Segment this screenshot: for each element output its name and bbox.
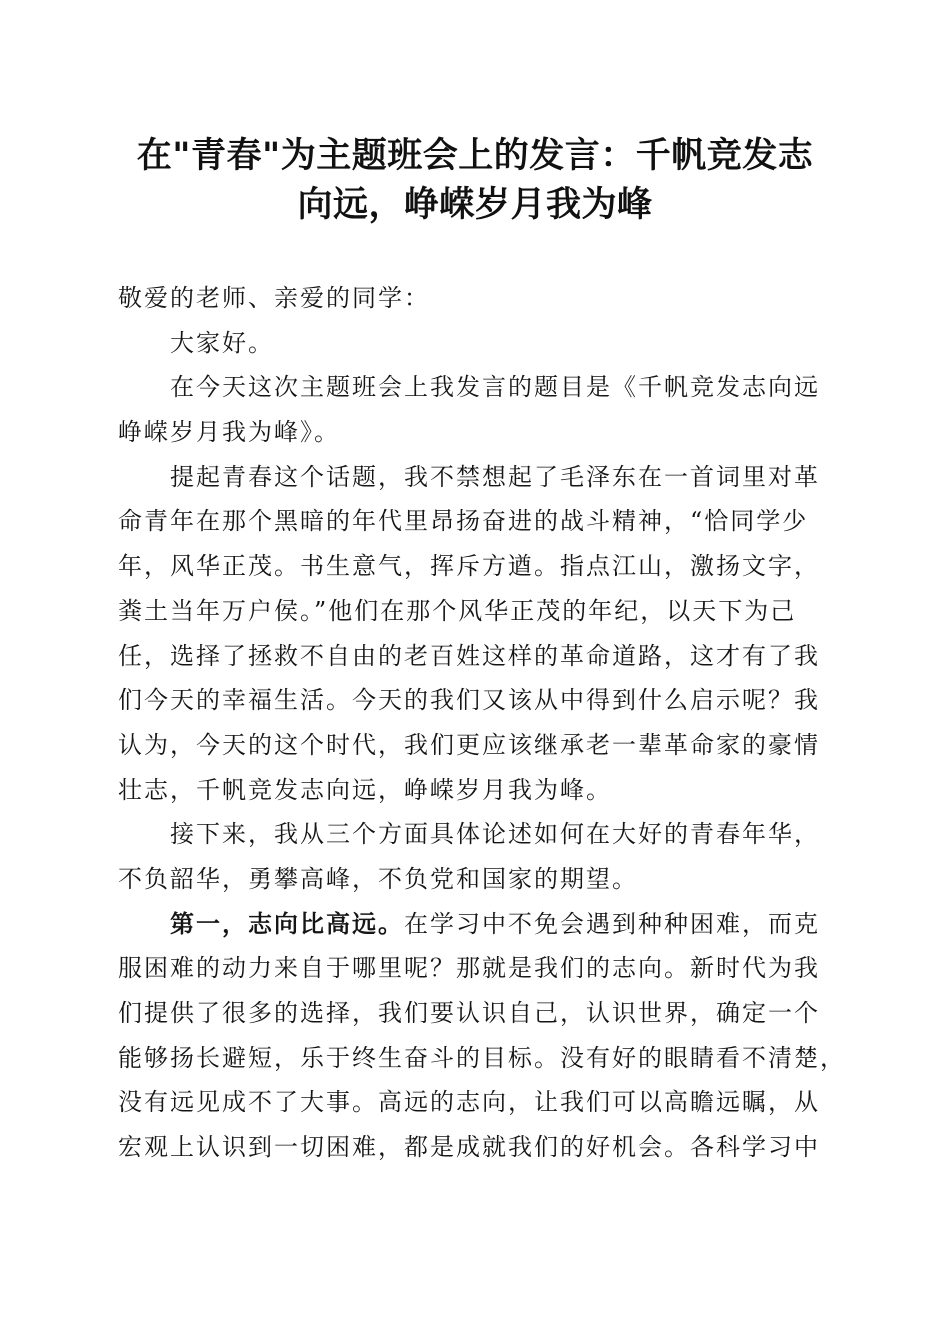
paragraph-4-line: 没有远见成不了大事。高远的志向，让我们可以高瞻远瞩，从 xyxy=(118,1088,820,1117)
paragraph-3-line: 不负韶华，勇攀高峰，不负党和国家的期望。 xyxy=(118,864,638,893)
paragraph-4-bold-lead: 第一，志向比高远。 xyxy=(170,908,404,938)
paragraph-4-first-line xyxy=(118,902,838,947)
paragraph-2-line: 们今天的幸福生活。今天的我们又该从中得到什么启示呢？我 xyxy=(118,686,820,715)
paragraph-2-line: 认为，今天的这个时代，我们更应该继承老一辈革命家的豪情 xyxy=(118,730,820,759)
paragraph-2-line: 壮志，千帆竞发志向远，峥嵘岁月我为峰。 xyxy=(118,775,612,804)
paragraph-1-line: 峥嵘岁月我为峰》。 xyxy=(118,418,340,447)
paragraph-4-first-rest: 在学习中不免会遇到种种困难，而克 xyxy=(404,909,820,938)
salutation: 敬爱的老师、亲爱的同学： xyxy=(118,284,430,312)
paragraph-4-line: 宏观上认识到一切困难，都是成就我们的好机会。各科学习中 xyxy=(118,1133,820,1162)
paragraph-2-line: 粪土当年万户侯。”他们在那个风华正茂的年纪，以天下为己 xyxy=(118,596,797,625)
paragraph-4-line: 能够扬长避短，乐于终生奋斗的目标。没有好的眼睛看不清楚， xyxy=(118,1043,846,1072)
document-title xyxy=(100,132,850,230)
paragraph-1-line: 在今天这次主题班会上我发言的题目是《千帆竞发志向远 xyxy=(170,373,820,402)
title-line-1: 在"青春"为主题班会上的发言：千帆竞发志 xyxy=(136,136,814,176)
paragraph-2-line: 提起青春这个话题，我不禁想起了毛泽东在一首词里对革 xyxy=(170,462,820,491)
document-body xyxy=(118,276,846,1170)
paragraph-2-line: 命青年在那个黑暗的年代里昂扬奋进的战斗精神，“恰同学少 xyxy=(118,507,809,536)
paragraph-2-line: 任，选择了拯救不自由的老百姓这样的革命道路，这才有了我 xyxy=(118,641,820,670)
paragraph-4-line: 服困难的动力来自于哪里呢？那就是我们的志向。新时代为我 xyxy=(118,954,820,983)
title-line-2: 向远，峥嵘岁月我为峰 xyxy=(297,185,653,225)
greeting: 大家好。 xyxy=(170,328,274,357)
paragraph-4-line: 们提供了很多的选择，我们要认识自己，认识世界，确定一个 xyxy=(118,999,820,1027)
paragraph-2-line: 年，风华正茂。书生意气，挥斥方遒。指点江山，激扬文字， xyxy=(118,552,820,581)
paragraph-3-line: 接下来，我从三个方面具体论述如何在大好的青春年华， xyxy=(170,820,820,849)
